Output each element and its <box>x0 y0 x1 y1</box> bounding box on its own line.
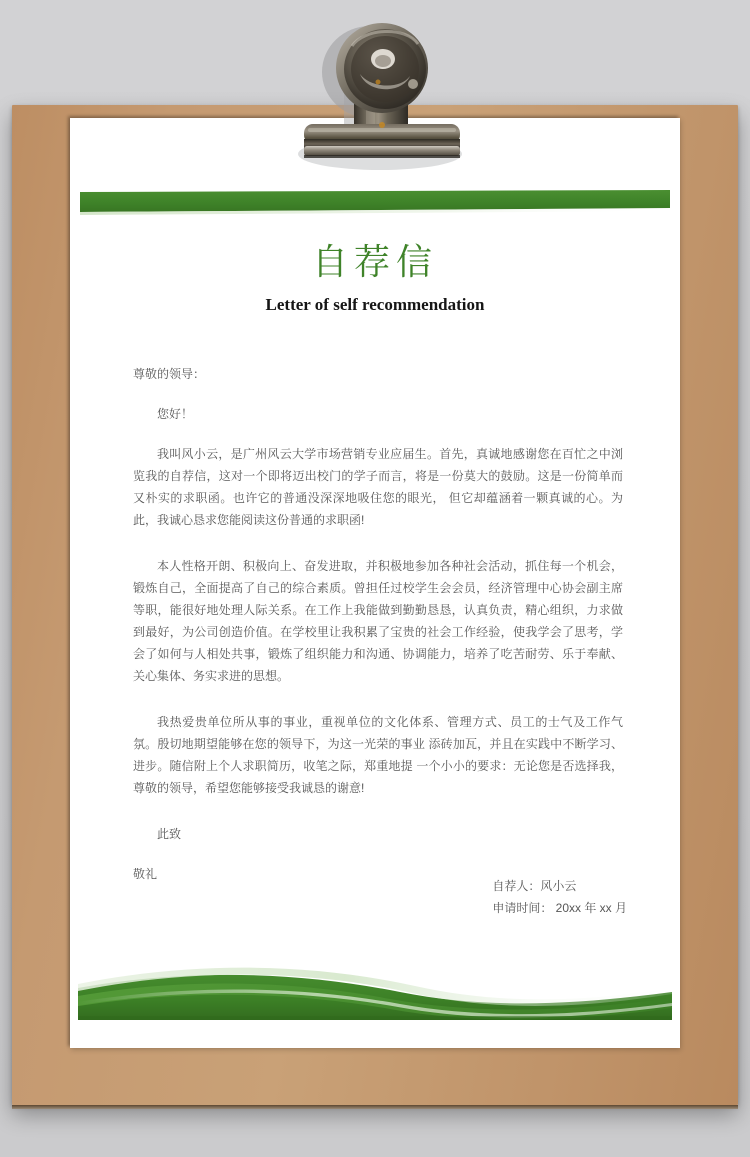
letter-body <box>133 363 623 885</box>
closing-indented: 此致 <box>157 827 182 841</box>
page-title: 自荐信 <box>311 242 438 283</box>
salutation: 尊敬的领导： <box>133 367 206 381</box>
green-band-decoration <box>70 186 680 216</box>
spacer <box>133 845 623 863</box>
paragraph-2: 本人性格开朗、积极向上、奋发进取，并积极地参加各种社会活动，抓住每一个机会，锻炼自己，全面提高了自己的综合素质。曾担任过校学生会会员，经济管理中心协会副主席等职，能很好地处理人际关系。在工作上我能做到勤勤恳恳，认真负责，精心组织，力求做到最好，为公司创造价值。在学校里让我积累了宝贵的社会工作经验，使我学会了思考，学会了如何与人相处共事，锻炼了组织能力和沟通、协调能力，培养了吃苦耐劳、乐于奉献、关心集体、务实求进的思想。 <box>133 559 623 683</box>
letter-paper <box>70 118 680 1048</box>
page-subtitle: Letter of self recommendation <box>265 294 485 314</box>
spacer <box>133 425 623 443</box>
spacer <box>133 531 623 555</box>
paragraph-3: 我热爱贵单位所从事的事业，重视单位的文化体系、管理方式、员工的士气及工作气氛。殷切地期望能够在您的领导下，为这一光荣的事业 添砖加瓦，并且在实践中不断学习、进步。随信附上个人求职简历，收笔之际，郑重地提 一个小小的要求：无论您是否选择我，尊敬的领导，希望您能够接受我诚恳的谢意! <box>133 715 623 795</box>
signature-author: 自荐人：风小云 <box>492 879 577 893</box>
green-wave-decoration <box>70 954 680 1026</box>
greeting: 您好！ <box>157 407 194 421</box>
paragraph-1: 我叫风小云，是广州风云大学市场营销专业应届生。首先，真诚地感谢您在百忙之中浏览我的自荐信，这对一个即将迈出校门的学子而言，将是一份莫大的鼓励。这是一份简单而又朴实的求职函。也许它的普通没深深地吸住您的眼光， 但它却蕴涵着一颗真诚的心。为此，我诚心恳求您能阅读这份普通的求职函! <box>133 447 623 527</box>
signature-block <box>492 875 627 919</box>
signature-date: 申请时间： 20xx 年 xx 月 <box>492 901 627 915</box>
title-block <box>70 243 680 315</box>
spacer <box>133 687 623 711</box>
closing-salute: 敬礼 <box>133 867 158 881</box>
metal-binder-clip <box>282 12 482 172</box>
spacer <box>133 799 623 823</box>
spacer <box>133 385 623 403</box>
